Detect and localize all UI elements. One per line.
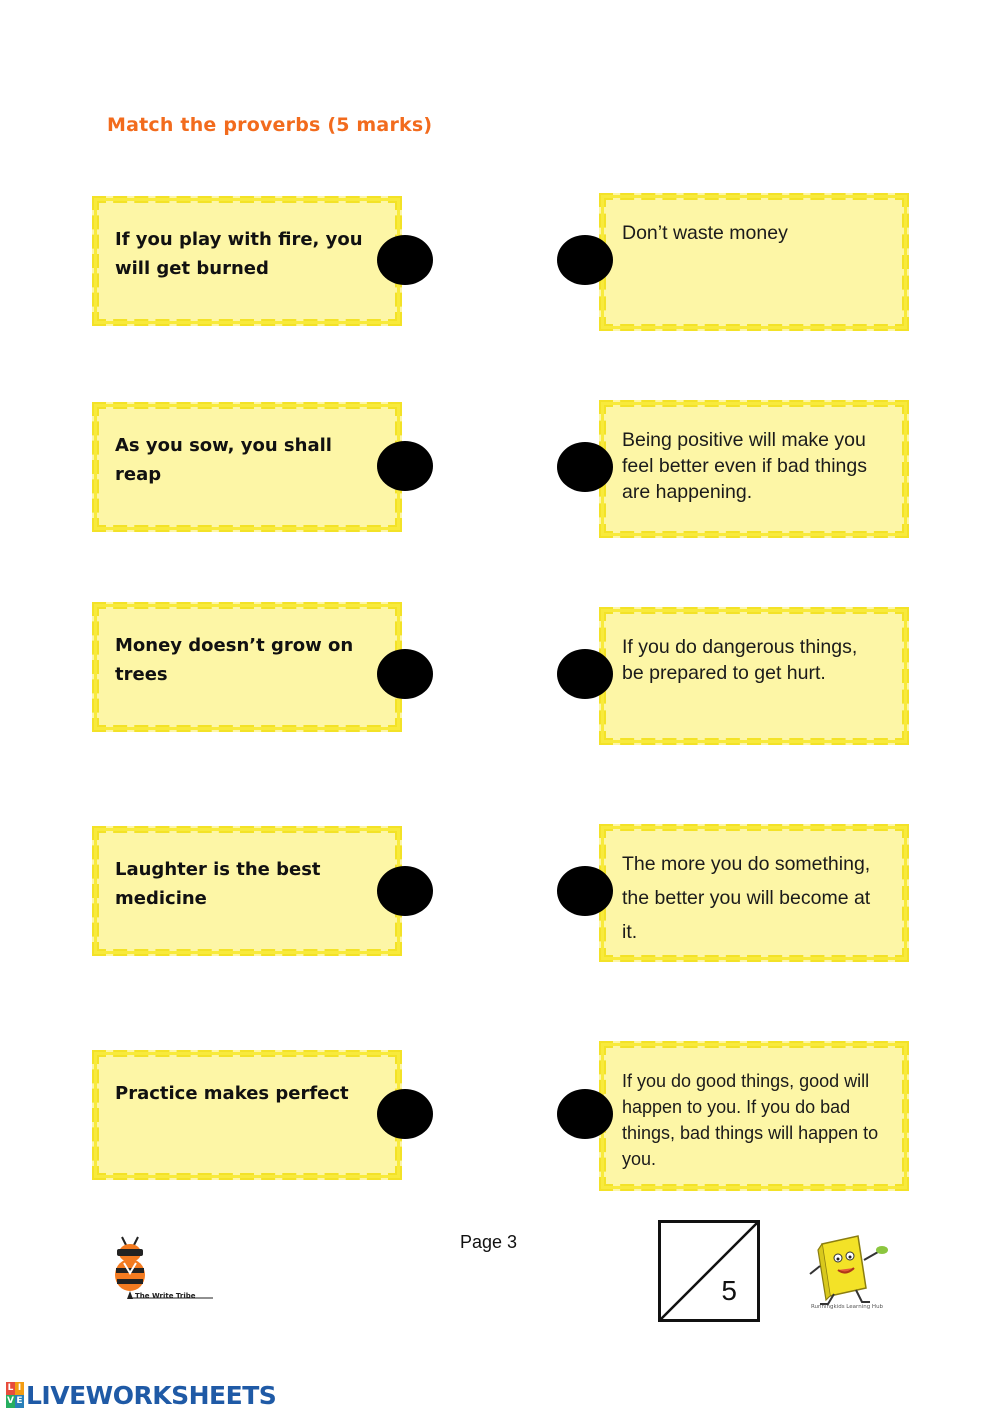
proverb-text: Practice makes perfect bbox=[115, 1083, 349, 1104]
proverb-text: Money doesn’t grow on trees bbox=[115, 635, 354, 685]
book-mascot-icon bbox=[800, 1230, 892, 1310]
right-connector-dot-4[interactable] bbox=[557, 866, 613, 916]
worksheet-heading: Match the proverbs (5 marks) bbox=[107, 114, 433, 136]
meaning-card-2 bbox=[599, 400, 909, 538]
liveworksheets-icon: L I V E bbox=[7, 1383, 23, 1406]
proverb-card-4 bbox=[92, 826, 402, 956]
meaning-text: If you do dangerous things, be prepared to get hurt. bbox=[622, 636, 858, 684]
proverb-card-2 bbox=[92, 402, 402, 532]
proverb-card-3 bbox=[92, 602, 402, 732]
proverb-text: Laughter is the best medicine bbox=[115, 859, 321, 909]
score-box bbox=[658, 1220, 760, 1322]
meaning-card-5 bbox=[599, 1041, 909, 1191]
left-connector-dot-5[interactable] bbox=[377, 1089, 433, 1139]
left-connector-dot-2[interactable] bbox=[377, 441, 433, 491]
right-connector-dot-5[interactable] bbox=[557, 1089, 613, 1139]
proverb-text: As you sow, you shall reap bbox=[115, 435, 332, 485]
right-connector-dot-1[interactable] bbox=[557, 235, 613, 285]
meaning-text: Don’t waste money bbox=[622, 222, 788, 244]
site-name: LIVEWORKSHEETS bbox=[26, 1380, 277, 1410]
meaning-text: If you do good things, good will happen to you. If you do bad things, bad things will happen to you. bbox=[622, 1071, 879, 1169]
tribe-logo-text: The Write Tribe bbox=[135, 1292, 196, 1300]
meaning-text: The more you do something, the better you will become at it. bbox=[622, 853, 871, 943]
meaning-card-4 bbox=[599, 824, 909, 962]
meaning-text: Being positive will make you feel better even if bad things are happening. bbox=[622, 429, 867, 503]
page-number: Page 3 bbox=[460, 1232, 518, 1252]
right-connector-dot-2[interactable] bbox=[557, 442, 613, 492]
left-connector-dot-3[interactable] bbox=[377, 649, 433, 699]
hub-logo-text: Runningkids Learning Hub bbox=[810, 1304, 884, 1310]
score-total: 5 bbox=[721, 1275, 737, 1306]
proverb-card-1 bbox=[92, 196, 402, 326]
meaning-card-1 bbox=[599, 193, 909, 331]
proverb-text: If you play with fire, you will get burned bbox=[115, 229, 363, 279]
left-connector-dot-4[interactable] bbox=[377, 866, 433, 916]
proverb-card-5 bbox=[92, 1050, 402, 1180]
right-connector-dot-3[interactable] bbox=[557, 649, 613, 699]
meaning-card-3 bbox=[599, 607, 909, 745]
liveworksheets-logo[interactable] bbox=[6, 1380, 276, 1410]
left-connector-dot-1[interactable] bbox=[377, 235, 433, 285]
